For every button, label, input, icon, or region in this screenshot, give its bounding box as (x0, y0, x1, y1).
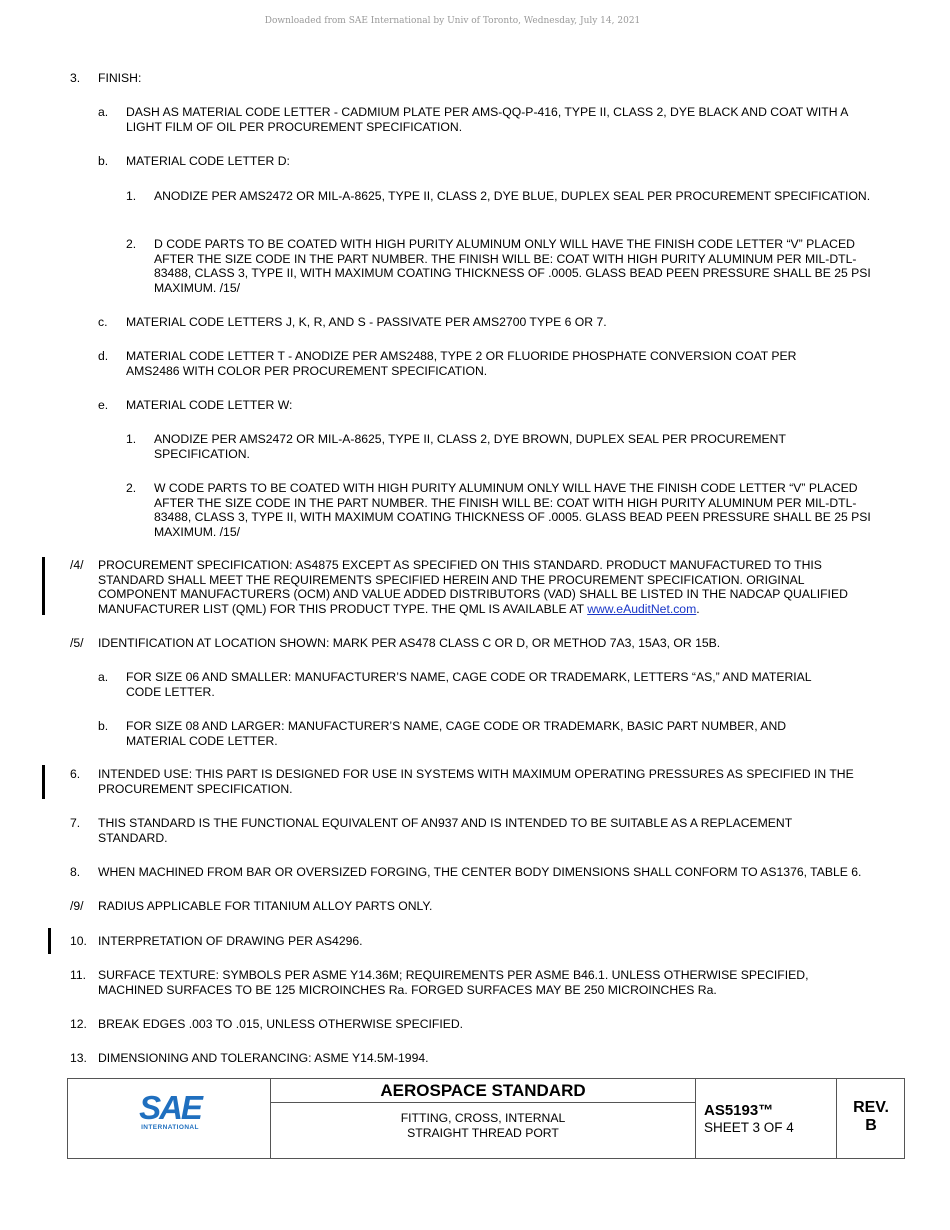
note-text: ANODIZE PER AMS2472 OR MIL-A-8625, TYPE II, CLASS 2, DYE BLUE, DUPLEX SEAL PER PROCUREMENT SPECIFICATION. (154, 189, 871, 203)
eauditnet-link[interactable]: www.eAuditNet.com (587, 601, 697, 616)
note-text: RADIUS APPLICABLE FOR TITANIUM ALLOY PARTS ONLY. (98, 899, 433, 913)
note-number: /9/ (70, 899, 84, 913)
note-number: 12. (70, 1017, 87, 1031)
note-number: 10. (70, 934, 87, 948)
title-block-doc-cell (696, 1079, 837, 1158)
revision-bar (42, 557, 45, 615)
revision-label: REV. (853, 1099, 889, 1116)
revision-bar (48, 928, 51, 954)
note-number: 3. (70, 71, 81, 85)
note-number: /5/ (70, 636, 84, 650)
sae-logo (135, 1089, 205, 1131)
note-number: /4/ (70, 558, 84, 572)
note-subnumber: 2. (126, 237, 137, 251)
sheet-number: SHEET 3 OF 4 (704, 1120, 794, 1135)
standard-type: AEROSPACE STANDARD (271, 1079, 695, 1103)
note-number: 6. (70, 767, 81, 781)
note-subnumber: 1. (126, 432, 137, 446)
sae-logo-mark: SAE (139, 1089, 201, 1126)
note-number: 13. (70, 1051, 87, 1065)
document-number: AS5193™ (704, 1102, 774, 1119)
note-subnumber: 1. (126, 189, 137, 203)
note-text: ANODIZE PER AMS2472 OR MIL-A-8625, TYPE II, CLASS 2, DYE BROWN, DUPLEX SEAL PER PROCUREMENT SPECIFICATION. (154, 432, 786, 461)
note-number: 11. (70, 968, 87, 982)
note-number: 8. (70, 865, 81, 879)
document-title-line-2: STRAIGHT THREAD PORT (407, 1125, 559, 1140)
note-text: MATERIAL CODE LETTER W: (126, 398, 293, 412)
note-letter: a. (98, 670, 109, 684)
note-number: 7. (70, 816, 81, 830)
note-text: INTERPRETATION OF DRAWING PER AS4296. (98, 934, 363, 948)
download-note: Downloaded from SAE International by Univ of Toronto, Wednesday, July 14, 2021 (264, 16, 641, 26)
note-letter: a. (98, 105, 109, 119)
note-text (98, 558, 868, 616)
note-letter: b. (98, 154, 109, 168)
note-letter: e. (98, 398, 109, 412)
note-text: MATERIAL CODE LETTER T - ANODIZE PER AMS2488, TYPE 2 OR FLUORIDE PHOSPHATE CONVERSION COAT PER AMS2486 WITH COLOR PER PROCUREMENT SPECIFICATION. (126, 349, 797, 378)
note-text: IDENTIFICATION AT LOCATION SHOWN: MARK PER AS478 CLASS C OR D, OR METHOD 7A3, 15A3, OR 15B. (98, 636, 721, 650)
note-text: D CODE PARTS TO BE COATED WITH HIGH PURITY ALUMINUM ONLY WILL HAVE THE FINISH CODE LETTER “V” PLACED AFTER THE SIZE CODE IN THE PART NUMBER. THE FINISH WILL BE: COAT WITH HIGH PURITY ALUMINUM PER MIL-DTL-83488, CLASS 3, TYPE II, WITH MAXIMUM COATING THICKNESS OF .0005. GLASS BEAD PEEN PRESSURE SHALL BE 25 PSI MAXIMUM. /15/ (154, 237, 871, 295)
title-block (67, 1078, 905, 1159)
document-title-line-1: FITTING, CROSS, INTERNAL (400, 1111, 566, 1125)
note-text: MATERIAL CODE LETTER D: (126, 154, 290, 168)
note-text: FINISH: (98, 71, 142, 85)
sae-logo-subtext: INTERNATIONAL (141, 1124, 199, 1131)
note-text: MATERIAL CODE LETTERS J, K, R, AND S - PASSIVATE PER AMS2700 TYPE 6 OR 7. (126, 315, 607, 329)
title-block-logo-cell (68, 1079, 271, 1158)
note-text: INTENDED USE: THIS PART IS DESIGNED FOR USE IN SYSTEMS WITH MAXIMUM OPERATING PRESSURES AS SPECIFIED IN THE PROCUREMENT SPECIFICATION. (98, 767, 854, 796)
note-text: DASH AS MATERIAL CODE LETTER - CADMIUM PLATE PER AMS-QQ-P-416, TYPE II, CLASS 2, DYE BLACK AND COAT WITH A LIGHT FILM OF OIL PER PROCUREMENT SPECIFICATION. (126, 105, 848, 134)
note-subnumber: 2. (126, 481, 137, 495)
note-text: THIS STANDARD IS THE FUNCTIONAL EQUIVALENT OF AN937 AND IS INTENDED TO BE SUITABLE AS A REPLACEMENT STANDARD. (98, 816, 792, 845)
note-text: FOR SIZE 06 AND SMALLER: MANUFACTURER’S NAME, CAGE CODE OR TRADEMARK, LETTERS “AS,” AND MATERIAL CODE LETTER. (126, 670, 812, 699)
note-text: FOR SIZE 08 AND LARGER: MANUFACTURER’S NAME, CAGE CODE OR TRADEMARK, BASIC PART NUMBER, AND MATERIAL CODE LETTER. (126, 719, 787, 748)
revision-value: B (865, 1117, 877, 1134)
note-4-period: . (696, 601, 700, 616)
title-block-title-cell (271, 1079, 696, 1158)
note-text: W CODE PARTS TO BE COATED WITH HIGH PURITY ALUMINUM ONLY WILL HAVE THE FINISH CODE LETTER “V” PLACED AFTER THE SIZE CODE IN THE PART NUMBER. THE FINISH WILL BE: COAT WITH HIGH PURITY ALUMINUM PER MIL-DTL-83488, CLASS 3, TYPE II, WITH MAXIMUM COATING THICKNESS OF .0005. GLASS BEAD PEEN PRESSURE SHALL BE 25 PSI MAXIMUM. /15/ (154, 481, 871, 539)
revision (837, 1099, 905, 1135)
note-text: WHEN MACHINED FROM BAR OR OVERSIZED FORGING, THE CENTER BODY DIMENSIONS SHALL CONFORM TO AS1376, TABLE 6. (98, 865, 862, 879)
note-letter: d. (98, 349, 109, 363)
note-letter: b. (98, 719, 109, 733)
note-4-body: PROCUREMENT SPECIFICATION: AS4875 EXCEPT AS SPECIFIED ON THIS STANDARD. PRODUCT MANUFACTURED TO THIS STANDARD SHALL MEET THE REQUIREMENTS SPECIFIED HEREIN AND THE PROCUREMENT SPECIFICATION. ORIGINAL COMPONENT MANUFACTURERS (OCM) AND VALUE ADDED DISTRIBUTORS (VAD) SHALL BE LISTED IN THE NADCAP QUALIFIED MANUFACTURER LIST (QML) FOR THIS PRODUCT TYPE. THE QML IS AVAILABLE AT (98, 558, 848, 616)
note-letter: c. (98, 315, 108, 329)
title-block-rev-cell (837, 1079, 905, 1158)
note-text: SURFACE TEXTURE: SYMBOLS PER ASME Y14.36M; REQUIREMENTS PER ASME B46.1. UNLESS OTHERWISE SPECIFIED, MACHINED SURFACES TO BE 125 MICROINCHES Ra. FORGED SURFACES MAY BE 250 MICROINCHES Ra. (98, 968, 809, 997)
document-title (271, 1111, 695, 1140)
revision-bar (42, 765, 45, 799)
note-text: BREAK EDGES .003 TO .015, UNLESS OTHERWISE SPECIFIED. (98, 1017, 464, 1031)
note-text: DIMENSIONING AND TOLERANCING: ASME Y14.5M-1994. (98, 1051, 429, 1065)
